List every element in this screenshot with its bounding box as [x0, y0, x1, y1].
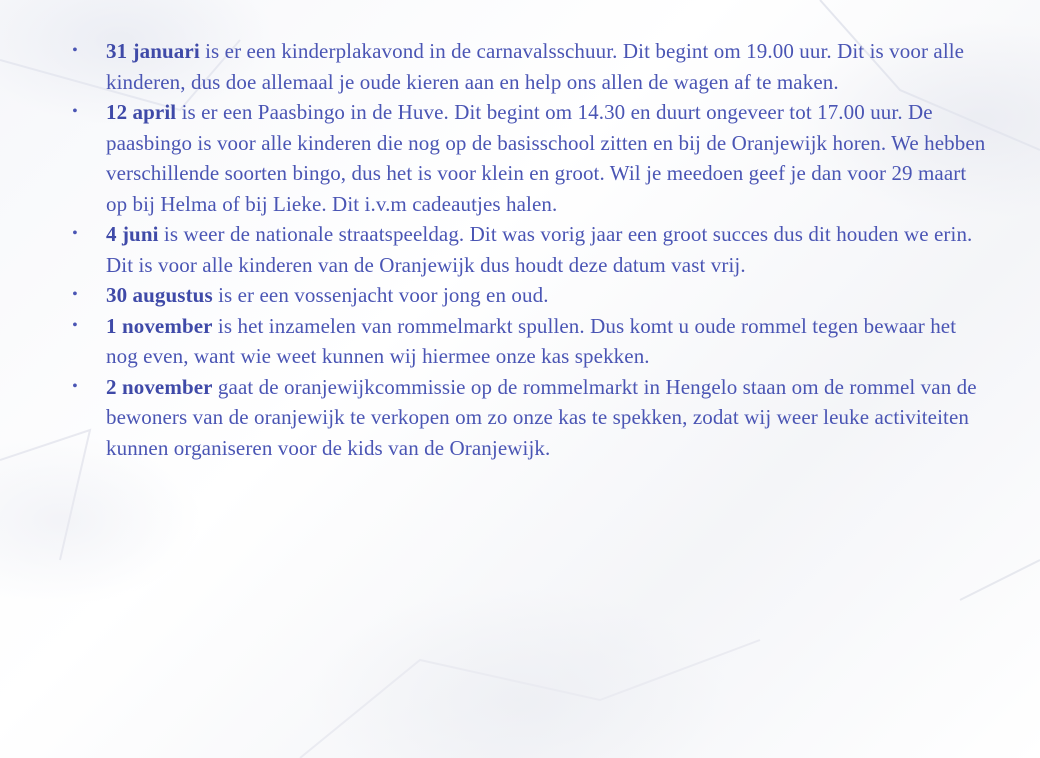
bullet-icon: •	[72, 316, 78, 334]
event-date: 31 januari	[106, 39, 200, 63]
list-item	[60, 36, 990, 97]
event-date: 4 juni	[106, 222, 159, 246]
event-description: is er een kinderplakavond in de carnavalsschuur. Dit begint om 19.00 uur. Dit is voor alle kinderen, dus doe allemaal je oude kieren aan en help ons allen de wagen af te maken.	[106, 39, 965, 94]
bullet-icon: •	[72, 103, 78, 120]
bullet-icon: •	[72, 225, 78, 242]
event-description: is er een vossenjacht voor jong en oud.	[212, 283, 549, 307]
event-date: 1 november	[106, 313, 213, 338]
event-description: is weer de nationale straatspeeldag. Dit was vorig jaar een groot succes dus dit houden we erin. Dit is voor alle kinderen van de Oranjewijk dus houdt deze datum vast vrij.	[106, 222, 973, 277]
bullet-icon: •	[72, 42, 78, 59]
activities-list	[60, 36, 990, 463]
event-date: 2 november	[106, 374, 213, 399]
bullet-icon: •	[72, 377, 78, 395]
list-item	[60, 311, 990, 372]
event-description: gaat de oranjewijkcommissie op de rommelmarkt in Hengelo staan om de rommel van de bewoners van de oranjewijk te verkopen om zo onze kas te spekken, zodat wij weer leuke activiteiten kunnen organiseren voor de kids van de Oranjewijk.	[106, 374, 977, 460]
list-item	[60, 372, 990, 464]
bullet-icon: •	[72, 286, 78, 303]
list-item	[60, 219, 990, 280]
event-description: is het inzamelen van rommelmarkt spullen. Dus komt u oude rommel tegen bewaar het nog even, want wie weet kunnen wij hiermee onze kas spekken.	[106, 313, 957, 368]
list-item	[60, 97, 990, 219]
event-date: 12 april	[106, 100, 177, 124]
list-item	[60, 280, 990, 311]
event-date: 30 augustus	[106, 283, 213, 307]
event-description: is er een Paasbingo in de Huve. Dit begint om 14.30 en duurt ongeveer tot 17.00 uur. De paasbingo is voor alle kinderen die nog op de basisschool zitten en bij de Oranjewijk horen. We hebben verschillende soorten bingo, dus het is voor klein en groot. Wil je meedoen geef je dan voor 29 maart op bij Helma of bij Lieke. Dit i.v.m cadeautjes halen.	[106, 100, 986, 216]
